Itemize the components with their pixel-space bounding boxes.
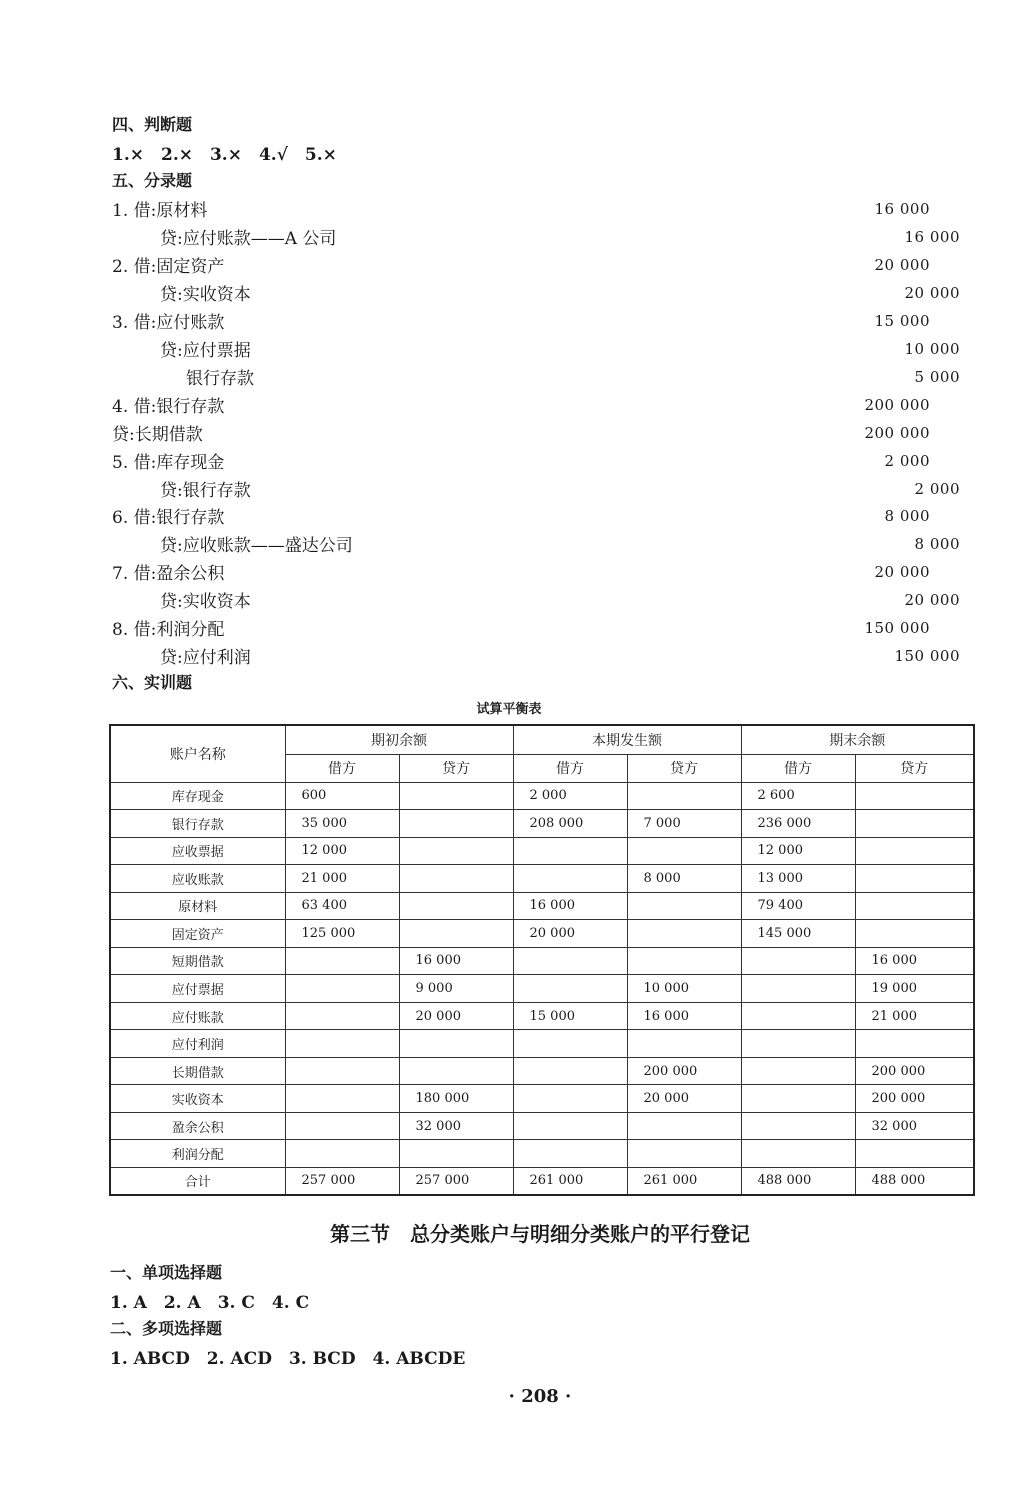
period-debit-cell: [513, 1030, 627, 1058]
table-row: [110, 810, 974, 838]
opening-credit-cell: 32 000: [399, 1112, 513, 1140]
entry-label: 贷:应付账款——A 公司: [160, 228, 337, 249]
table-row: [110, 1167, 974, 1195]
opening-credit-cell: [399, 837, 513, 865]
period-debit-cell: 15 000: [513, 1002, 627, 1030]
opening-debit-cell: [285, 1030, 399, 1058]
opening-credit-cell: [399, 1140, 513, 1168]
header-period-amount: 本期发生额: [513, 725, 741, 754]
period-credit-cell: 8 000: [627, 865, 741, 893]
opening-debit-cell: [285, 1112, 399, 1140]
closing-credit-cell: [855, 810, 974, 838]
entry-label: 8. 借:利润分配: [112, 620, 225, 641]
opening-debit-cell: [285, 1002, 399, 1030]
trial-balance-table: [109, 724, 975, 1196]
credit-amount: 16 000: [904, 227, 960, 246]
period-credit-cell: 7 000: [627, 810, 741, 838]
period-credit-cell: [627, 892, 741, 920]
opening-credit-cell: [399, 1057, 513, 1085]
period-credit-cell: [627, 920, 741, 948]
entry-label: 7. 借:盈余公积: [112, 564, 225, 585]
header-account-name: 账户名称: [110, 725, 285, 782]
debit-amount: 8 000: [884, 507, 930, 526]
account-name-cell: 应付账款: [110, 1002, 285, 1030]
opening-credit-cell: [399, 1030, 513, 1058]
header-credit: 贷方: [627, 754, 741, 782]
table-row: [110, 865, 974, 893]
closing-debit-cell: 488 000: [741, 1167, 855, 1195]
account-name-cell: 库存现金: [110, 782, 285, 810]
closing-credit-cell: 200 000: [855, 1057, 974, 1085]
period-debit-cell: [513, 1140, 627, 1168]
debit-amount: 20 000: [874, 255, 930, 274]
table-row: [110, 920, 974, 948]
period-credit-cell: 10 000: [627, 975, 741, 1003]
opening-credit-cell: 9 000: [399, 975, 513, 1003]
table-row: [110, 837, 974, 865]
period-debit-cell: [513, 1057, 627, 1085]
opening-debit-cell: 600: [285, 782, 399, 810]
credit-amount: 20 000: [904, 283, 960, 302]
account-name-cell: 应付利润: [110, 1030, 285, 1058]
closing-credit-cell: [855, 920, 974, 948]
period-debit-cell: [513, 837, 627, 865]
entry-label: 1. 借:原材料: [112, 201, 208, 221]
table-row: [110, 892, 974, 920]
section-heading-practice: 六、实训题: [112, 673, 193, 692]
debit-amount: 20 000: [874, 563, 930, 582]
opening-debit-cell: [285, 1140, 399, 1168]
header-closing-balance: 期末余额: [741, 725, 974, 754]
entry-label: 贷:实收资本: [160, 284, 251, 305]
header-opening-balance: 期初余额: [285, 725, 513, 754]
period-credit-cell: 16 000: [627, 1002, 741, 1030]
entry-label: 贷:实收资本: [160, 592, 251, 613]
period-debit-cell: [513, 865, 627, 893]
period-credit-cell: [627, 947, 741, 975]
table-row: [110, 1002, 974, 1030]
closing-credit-cell: 32 000: [855, 1112, 974, 1140]
table-row: [110, 1030, 974, 1058]
closing-debit-cell: [741, 1002, 855, 1030]
credit-amount: 150 000: [894, 647, 960, 666]
closing-debit-cell: 236 000: [741, 810, 855, 838]
entry-label: 6. 借:银行存款: [112, 508, 225, 529]
period-credit-cell: [627, 1030, 741, 1058]
table-row: [110, 1112, 974, 1140]
closing-credit-cell: 488 000: [855, 1167, 974, 1195]
table-row: [110, 1085, 974, 1113]
opening-debit-cell: [285, 947, 399, 975]
account-name-cell: 合计: [110, 1167, 285, 1195]
opening-credit-cell: 257 000: [399, 1167, 513, 1195]
closing-credit-cell: [855, 837, 974, 865]
entry-label: 2. 借:固定资产: [112, 256, 225, 277]
period-debit-cell: [513, 1112, 627, 1140]
opening-debit-cell: 257 000: [285, 1167, 399, 1195]
account-name-cell: 银行存款: [110, 810, 285, 838]
period-debit-cell: 20 000: [513, 920, 627, 948]
closing-debit-cell: 13 000: [741, 865, 855, 893]
header-debit: 借方: [285, 754, 399, 782]
closing-debit-cell: [741, 1140, 855, 1168]
entry-label: 5. 借:库存现金: [112, 452, 225, 473]
period-credit-cell: 20 000: [627, 1085, 741, 1113]
header-credit: 贷方: [399, 754, 513, 782]
opening-credit-cell: [399, 810, 513, 838]
table-title: 试算平衡表: [476, 702, 542, 717]
opening-debit-cell: [285, 975, 399, 1003]
closing-debit-cell: [741, 975, 855, 1003]
table-row: [110, 947, 974, 975]
header-debit: 借方: [513, 754, 627, 782]
account-name-cell: 盈余公积: [110, 1112, 285, 1140]
entry-label: 4. 借:银行存款: [112, 396, 225, 417]
period-debit-cell: 16 000: [513, 892, 627, 920]
account-name-cell: 应付票据: [110, 975, 285, 1003]
debit-amount: 15 000: [874, 311, 930, 330]
opening-credit-cell: 180 000: [399, 1085, 513, 1113]
opening-debit-cell: [285, 1085, 399, 1113]
opening-credit-cell: [399, 892, 513, 920]
closing-credit-cell: 21 000: [855, 1002, 974, 1030]
table-row: [110, 1140, 974, 1168]
single-choice-answers: 1. A 2. A 3. C 4. C: [110, 1293, 310, 1313]
period-debit-cell: [513, 1085, 627, 1113]
opening-credit-cell: 20 000: [399, 1002, 513, 1030]
closing-credit-cell: [855, 1030, 974, 1058]
entry-label: 贷:应付票据: [160, 340, 251, 361]
judgment-answers: 1.× 2.× 3.× 4.√ 5.×: [112, 145, 337, 165]
account-name-cell: 实收资本: [110, 1085, 285, 1113]
section-heading-journal-entries: 五、分录题: [112, 171, 193, 190]
account-name-cell: 利润分配: [110, 1140, 285, 1168]
multiple-choice-answers: 1. ABCD 2. ACD 3. BCD 4. ABCDE: [110, 1349, 466, 1369]
section-heading-judgment: 四、判断题: [112, 115, 193, 134]
period-credit-cell: 261 000: [627, 1167, 741, 1195]
credit-amount: 20 000: [904, 591, 960, 610]
debit-amount: 16 000: [874, 200, 930, 218]
period-debit-cell: 2 000: [513, 782, 627, 810]
opening-debit-cell: 63 400: [285, 892, 399, 920]
closing-debit-cell: [741, 1030, 855, 1058]
period-debit-cell: 208 000: [513, 810, 627, 838]
credit-amount: 2 000: [914, 479, 960, 498]
section-title: 第三节 总分类账户与明细分类账户的平行登记: [330, 1222, 750, 1246]
credit-amount: 5 000: [914, 367, 960, 386]
account-name-cell: 长期借款: [110, 1057, 285, 1085]
closing-debit-cell: [741, 1112, 855, 1140]
closing-debit-cell: [741, 947, 855, 975]
period-debit-cell: [513, 975, 627, 1003]
header-debit: 借方: [741, 754, 855, 782]
opening-debit-cell: 21 000: [285, 865, 399, 893]
period-credit-cell: [627, 1140, 741, 1168]
opening-credit-cell: [399, 782, 513, 810]
closing-debit-cell: 2 600: [741, 782, 855, 810]
credit-amount: 10 000: [904, 339, 960, 358]
header-credit: 贷方: [855, 754, 974, 782]
table-row: [110, 1057, 974, 1085]
entry-label: 贷:应付利润: [160, 648, 251, 669]
table-row: [110, 782, 974, 810]
closing-debit-cell: [741, 1057, 855, 1085]
credit-amount: 8 000: [914, 535, 960, 554]
period-credit-cell: [627, 782, 741, 810]
opening-debit-cell: 12 000: [285, 837, 399, 865]
account-name-cell: 短期借款: [110, 947, 285, 975]
entry-label: 贷:应收账款——盛达公司: [160, 536, 353, 557]
entry-label: 银行存款: [186, 368, 254, 389]
closing-debit-cell: 12 000: [741, 837, 855, 865]
opening-credit-cell: [399, 920, 513, 948]
closing-credit-cell: [855, 892, 974, 920]
page-number: · 208 ·: [508, 1386, 572, 1407]
period-credit-cell: 200 000: [627, 1057, 741, 1085]
period-credit-cell: [627, 837, 741, 865]
account-name-cell: 原材料: [110, 892, 285, 920]
opening-credit-cell: 16 000: [399, 947, 513, 975]
debit-amount: 200 000: [864, 395, 930, 414]
debit-amount: 200 000: [864, 423, 930, 442]
closing-credit-cell: 16 000: [855, 947, 974, 975]
account-name-cell: 固定资产: [110, 920, 285, 948]
account-name-cell: 应收票据: [110, 837, 285, 865]
period-debit-cell: 261 000: [513, 1167, 627, 1195]
period-credit-cell: [627, 1112, 741, 1140]
closing-debit-cell: 79 400: [741, 892, 855, 920]
entry-label: 3. 借:应付账款: [112, 312, 225, 333]
period-debit-cell: [513, 947, 627, 975]
opening-debit-cell: 35 000: [285, 810, 399, 838]
debit-amount: 2 000: [884, 451, 930, 470]
table-row: [110, 975, 974, 1003]
section-heading-single-choice: 一、单项选择题: [110, 1263, 223, 1282]
closing-credit-cell: [855, 782, 974, 810]
entry-label: 贷:银行存款: [160, 480, 251, 501]
closing-credit-cell: 200 000: [855, 1085, 974, 1113]
opening-debit-cell: 125 000: [285, 920, 399, 948]
debit-amount: 150 000: [864, 619, 930, 638]
section-heading-multiple-choice: 二、多项选择题: [110, 1319, 223, 1338]
opening-debit-cell: [285, 1057, 399, 1085]
closing-credit-cell: 19 000: [855, 975, 974, 1003]
account-name-cell: 应收账款: [110, 865, 285, 893]
closing-debit-cell: [741, 1085, 855, 1113]
closing-credit-cell: [855, 865, 974, 893]
closing-debit-cell: 145 000: [741, 920, 855, 948]
entry-label: 贷:长期借款: [112, 424, 203, 445]
opening-credit-cell: [399, 865, 513, 893]
closing-credit-cell: [855, 1140, 974, 1168]
